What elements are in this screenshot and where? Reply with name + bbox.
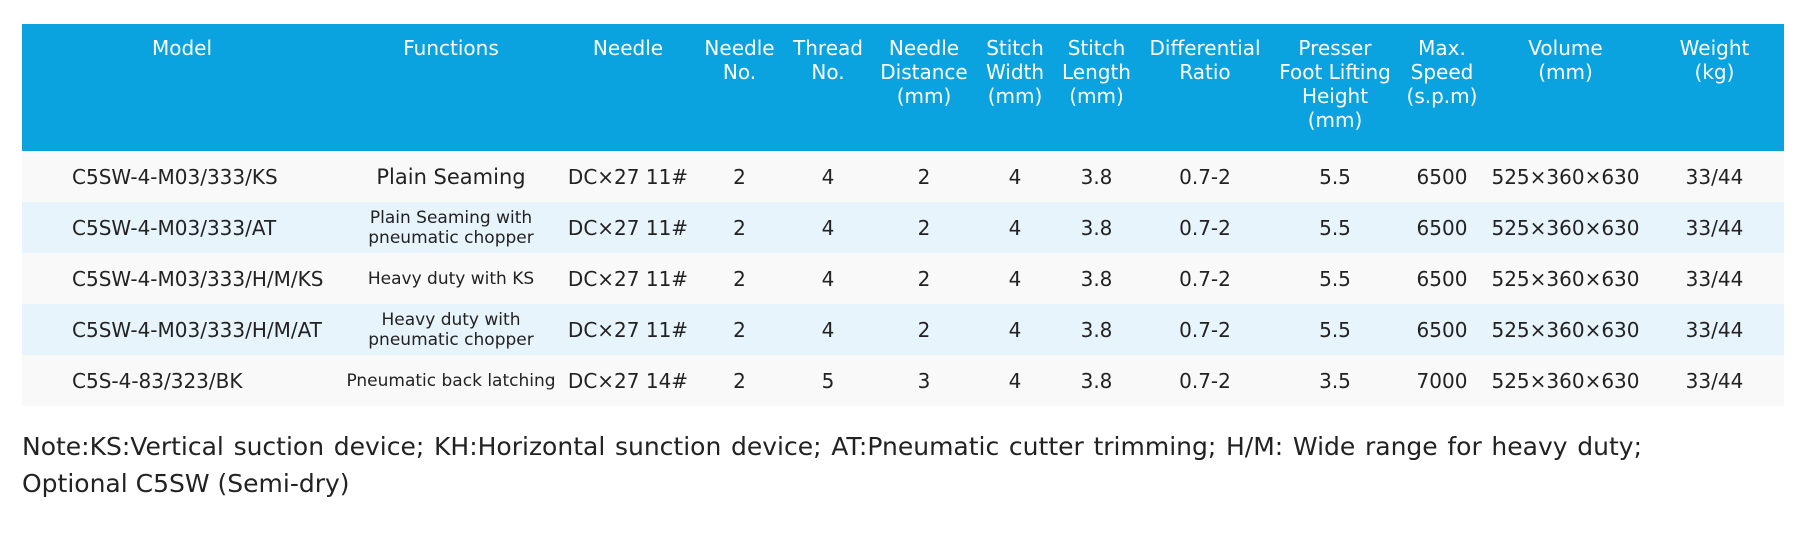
stitch-width-cell: 4 bbox=[975, 202, 1055, 253]
needle-distance-cell: 2 bbox=[873, 151, 975, 202]
presser-foot-height-cell: 5.5 bbox=[1272, 202, 1398, 253]
header-presser-foot-height: Presser Foot Lifting Height (mm) bbox=[1272, 24, 1398, 151]
max-speed-cell: 6500 bbox=[1398, 253, 1486, 304]
function-cell: Plain Seaming with pneumatic chopper bbox=[342, 202, 560, 253]
stitch-width-cell: 4 bbox=[975, 304, 1055, 355]
needle-cell: DC×27 14# bbox=[560, 355, 696, 406]
max-speed-cell: 6500 bbox=[1398, 202, 1486, 253]
volume-cell: 525×360×630 bbox=[1486, 202, 1645, 253]
table-body bbox=[22, 151, 1784, 406]
table-row bbox=[22, 151, 1784, 202]
header-max-speed: Max. Speed (s.p.m) bbox=[1398, 24, 1486, 151]
needle-distance-cell: 3 bbox=[873, 355, 975, 406]
differential-ratio-cell: 0.7-2 bbox=[1138, 151, 1272, 202]
presser-foot-height-cell: 5.5 bbox=[1272, 253, 1398, 304]
spec-table bbox=[22, 24, 1784, 406]
differential-ratio-cell: 0.7-2 bbox=[1138, 202, 1272, 253]
table-row bbox=[22, 202, 1784, 253]
stitch-length-cell: 3.8 bbox=[1055, 253, 1138, 304]
header-model: Model bbox=[22, 24, 342, 151]
needle-distance-cell: 2 bbox=[873, 253, 975, 304]
stitch-width-cell: 4 bbox=[975, 151, 1055, 202]
function-cell: Heavy duty with KS bbox=[342, 253, 560, 304]
volume-cell: 525×360×630 bbox=[1486, 355, 1645, 406]
needle-cell: DC×27 11# bbox=[560, 304, 696, 355]
table-header-row bbox=[22, 24, 1784, 151]
max-speed-cell: 7000 bbox=[1398, 355, 1486, 406]
function-cell: Heavy duty with pneumatic chopper bbox=[342, 304, 560, 355]
header-differential-ratio: Differential Ratio bbox=[1138, 24, 1272, 151]
model-cell: C5SW-4-M03/333/KS bbox=[22, 151, 342, 202]
model-cell: C5SW-4-M03/333/AT bbox=[22, 202, 342, 253]
stitch-width-cell: 4 bbox=[975, 253, 1055, 304]
thread-no-cell: 5 bbox=[783, 355, 873, 406]
needle-distance-cell: 2 bbox=[873, 304, 975, 355]
table-row bbox=[22, 355, 1784, 406]
table-row bbox=[22, 253, 1784, 304]
presser-foot-height-cell: 3.5 bbox=[1272, 355, 1398, 406]
header-needle-distance: Needle Distance (mm) bbox=[873, 24, 975, 151]
needle-no-cell: 2 bbox=[696, 151, 783, 202]
thread-no-cell: 4 bbox=[783, 151, 873, 202]
stitch-width-cell: 4 bbox=[975, 355, 1055, 406]
function-cell: Pneumatic back latching bbox=[342, 355, 560, 406]
presser-foot-height-cell: 5.5 bbox=[1272, 304, 1398, 355]
stitch-length-cell: 3.8 bbox=[1055, 304, 1138, 355]
needle-cell: DC×27 11# bbox=[560, 253, 696, 304]
volume-cell: 525×360×630 bbox=[1486, 304, 1645, 355]
weight-cell: 33/44 bbox=[1645, 253, 1784, 304]
model-cell: C5SW-4-M03/333/H/M/AT bbox=[22, 304, 342, 355]
header-needle-no: Needle No. bbox=[696, 24, 783, 151]
header-thread-no: Thread No. bbox=[783, 24, 873, 151]
presser-foot-height-cell: 5.5 bbox=[1272, 151, 1398, 202]
header-weight: Weight (kg) bbox=[1645, 24, 1784, 151]
needle-cell: DC×27 11# bbox=[560, 202, 696, 253]
header-volume: Volume (mm) bbox=[1486, 24, 1645, 151]
weight-cell: 33/44 bbox=[1645, 151, 1784, 202]
function-cell: Plain Seaming bbox=[342, 151, 560, 202]
needle-distance-cell: 2 bbox=[873, 202, 975, 253]
thread-no-cell: 4 bbox=[783, 253, 873, 304]
thread-no-cell: 4 bbox=[783, 202, 873, 253]
stitch-length-cell: 3.8 bbox=[1055, 355, 1138, 406]
differential-ratio-cell: 0.7-2 bbox=[1138, 253, 1272, 304]
needle-no-cell: 2 bbox=[696, 355, 783, 406]
volume-cell: 525×360×630 bbox=[1486, 253, 1645, 304]
model-cell: C5SW-4-M03/333/H/M/KS bbox=[22, 253, 342, 304]
table-row bbox=[22, 304, 1784, 355]
max-speed-cell: 6500 bbox=[1398, 151, 1486, 202]
needle-no-cell: 2 bbox=[696, 202, 783, 253]
header-needle: Needle bbox=[560, 24, 696, 151]
volume-cell: 525×360×630 bbox=[1486, 151, 1645, 202]
footnote: Note:KS:Vertical suction device; KH:Horizontal sunction device; AT:Pneumatic cutter trimming; H/M: Wide range for heavy duty; Optional C5SW (Semi-dry) bbox=[22, 432, 1642, 498]
needle-no-cell: 2 bbox=[696, 253, 783, 304]
max-speed-cell: 6500 bbox=[1398, 304, 1486, 355]
stitch-length-cell: 3.8 bbox=[1055, 151, 1138, 202]
header-stitch-width: Stitch Width (mm) bbox=[975, 24, 1055, 151]
stitch-length-cell: 3.8 bbox=[1055, 202, 1138, 253]
weight-cell: 33/44 bbox=[1645, 304, 1784, 355]
header-stitch-length: Stitch Length (mm) bbox=[1055, 24, 1138, 151]
weight-cell: 33/44 bbox=[1645, 355, 1784, 406]
differential-ratio-cell: 0.7-2 bbox=[1138, 304, 1272, 355]
differential-ratio-cell: 0.7-2 bbox=[1138, 355, 1272, 406]
model-cell: C5S-4-83/323/BK bbox=[22, 355, 342, 406]
needle-no-cell: 2 bbox=[696, 304, 783, 355]
needle-cell: DC×27 11# bbox=[560, 151, 696, 202]
thread-no-cell: 4 bbox=[783, 304, 873, 355]
weight-cell: 33/44 bbox=[1645, 202, 1784, 253]
header-functions: Functions bbox=[342, 24, 560, 151]
